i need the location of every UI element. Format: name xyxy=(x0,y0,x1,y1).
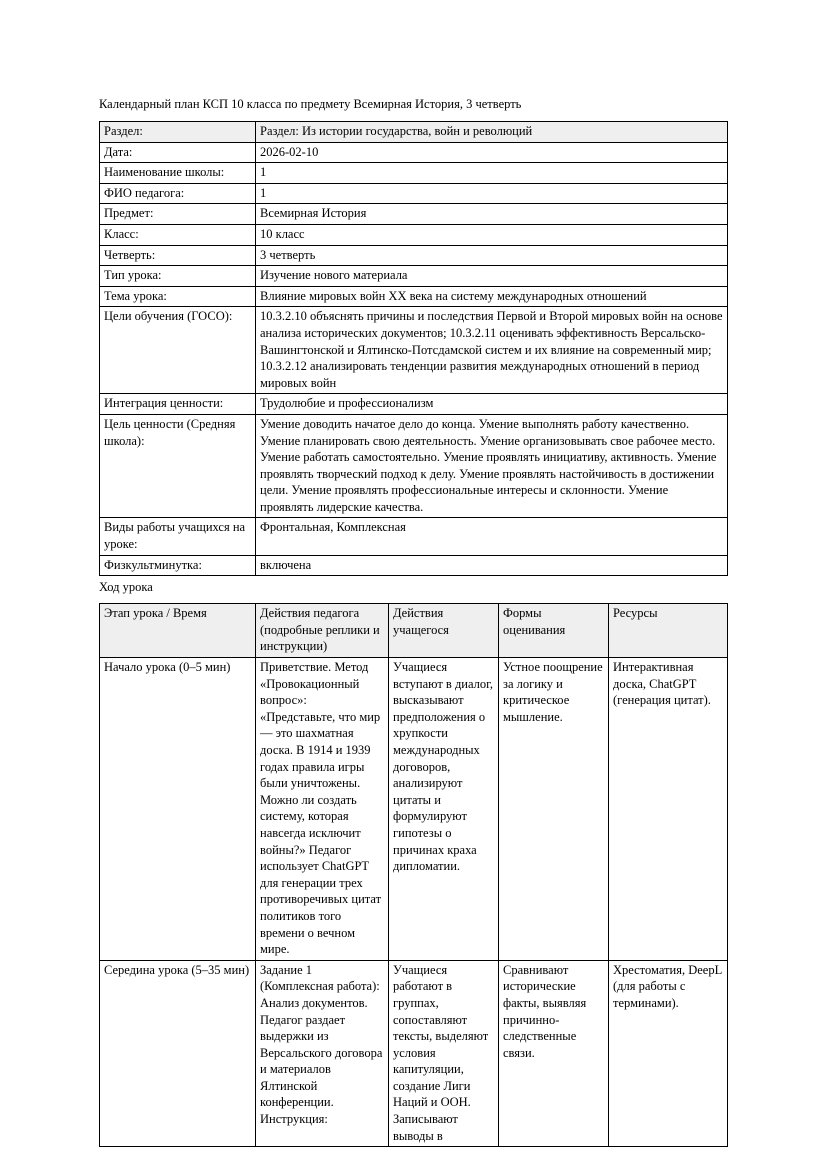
info-row-label: Раздел: xyxy=(100,122,256,143)
flow-student-cell: Учащиеся работают в группах, сопоставляют тексты, выделяют условия капитуляции, создание Лиги Наций и ООН. Записывают выводы в xyxy=(389,960,499,1147)
info-row-label: Тема урока: xyxy=(100,286,256,307)
column-header: Формы оценивания xyxy=(499,604,609,658)
table-row xyxy=(100,960,728,1147)
info-row-value: Всемирная История xyxy=(256,204,728,225)
lesson-flow-heading: Ход урока xyxy=(99,580,153,595)
info-row-label: Наименование школы: xyxy=(100,163,256,184)
info-row-label: ФИО педагога: xyxy=(100,183,256,204)
flow-stage-cell: Середина урока (5–35 мин) xyxy=(100,960,256,1147)
info-row-label: Цели обучения (ГОСО): xyxy=(100,307,256,394)
flow-resources-cell: Хрестоматия, DeepL (для работы с терминами). xyxy=(609,960,728,1147)
info-row-value: Умение доводить начатое дело до конца. Умение выполнять работу качественно. Умение планировать свою деятельность. Умение организовывать свое рабочее место. Умение работать самостоятельно. Умение проявлять инициативу, активность. Умение проявлять творческий подход к делу. Умение проявлять настойчивость в достижении цели. Умение проявлять профессиональные интересы и склонности. Умение проявлять лидерские качества. xyxy=(256,414,728,518)
info-row-value: Фронтальная, Комплексная xyxy=(256,518,728,555)
info-row-label: Интеграция ценности: xyxy=(100,394,256,415)
info-row-value: 10.3.2.10 объяснять причины и последствия Первой и Второй мировых войн на основе анализа исторических документов; 10.3.2.11 оценивать эффективность Версальско-Вашингтонской и Ялтинско-Потсдамской систем и их влияние на современный мир; 10.3.2.12 анализировать тенденции развития международных отношений в период мировых войн xyxy=(256,307,728,394)
column-header: Действия учащегося xyxy=(389,604,499,658)
info-row-label: Физкультминутка: xyxy=(100,555,256,576)
table-row xyxy=(100,286,728,307)
table-row xyxy=(100,163,728,184)
table-row xyxy=(100,122,728,143)
table-row xyxy=(100,555,728,576)
info-row-label: Тип урока: xyxy=(100,266,256,287)
info-row-label: Дата: xyxy=(100,142,256,163)
page-title: Календарный план КСП 10 класса по предмету Всемирная История, 3 четверть xyxy=(99,97,522,111)
column-header: Ресурсы xyxy=(609,604,728,658)
table-row xyxy=(100,266,728,287)
info-row-label: Класс: xyxy=(100,224,256,245)
table-row xyxy=(100,245,728,266)
info-row-label: Четверть: xyxy=(100,245,256,266)
table-row xyxy=(100,307,728,394)
info-row-value: Влияние мировых войн XX века на систему международных отношений xyxy=(256,286,728,307)
info-row-label: Виды работы учащихся на уроке: xyxy=(100,518,256,555)
info-row-value: включена xyxy=(256,555,728,576)
info-row-value: 1 xyxy=(256,183,728,204)
flow-teacher-cell: Приветствие. Метод «Провокационный вопрос»: «Представьте, что мир — это шахматная доска. В 1914 и 1939 годах правила игры были уничтожены. Можно ли создать систему, которая навсегда исключит войны?» Педагог использует ChatGPT для генерации трех противоречивых цитат политиков того времени о вечном мире. xyxy=(256,658,389,961)
flow-student-cell: Учащиеся вступают в диалог, высказывают предположения о хрупкости международных договоров, анализируют цитаты и формулируют гипотезы о причинах краха дипломатии. xyxy=(389,658,499,961)
lesson-info-table xyxy=(99,121,728,576)
flow-assessment-cell: Устное поощрение за логику и критическое мышление. xyxy=(499,658,609,961)
table-row xyxy=(100,394,728,415)
lesson-info-body xyxy=(100,122,728,576)
lesson-flow-table xyxy=(99,603,728,1147)
table-row xyxy=(100,224,728,245)
flow-resources-cell: Интерактивная доска, ChatGPT (генерация цитат). xyxy=(609,658,728,961)
table-row xyxy=(100,414,728,518)
lesson-flow-head xyxy=(100,604,728,658)
flow-stage-cell: Начало урока (0–5 мин) xyxy=(100,658,256,961)
info-row-value: 2026-02-10 xyxy=(256,142,728,163)
table-row xyxy=(100,183,728,204)
info-row-value: 1 xyxy=(256,163,728,184)
table-row xyxy=(100,518,728,555)
flow-teacher-cell: Задание 1 (Комплексная работа): Анализ документов. Педагог раздает выдержки из Версальского договора и материалов Ялтинской конференции. Инструкция: xyxy=(256,960,389,1147)
info-row-value: Изучение нового материала xyxy=(256,266,728,287)
column-header: Этап урока / Время xyxy=(100,604,256,658)
info-row-value: Раздел: Из истории государства, войн и революций xyxy=(256,122,728,143)
table-row xyxy=(100,142,728,163)
column-header: Действия педагога (подробные реплики и инструкции) xyxy=(256,604,389,658)
table-header-row xyxy=(100,604,728,658)
lesson-flow-body xyxy=(100,658,728,1147)
table-row xyxy=(100,204,728,225)
info-row-value: Трудолюбие и профессионализм xyxy=(256,394,728,415)
info-row-label: Предмет: xyxy=(100,204,256,225)
flow-assessment-cell: Сравнивают исторические факты, выявляя причинно-следственные связи. xyxy=(499,960,609,1147)
info-row-value: 10 класс xyxy=(256,224,728,245)
info-row-value: 3 четверть xyxy=(256,245,728,266)
table-row xyxy=(100,658,728,961)
info-row-label: Цель ценности (Средняя школа): xyxy=(100,414,256,518)
